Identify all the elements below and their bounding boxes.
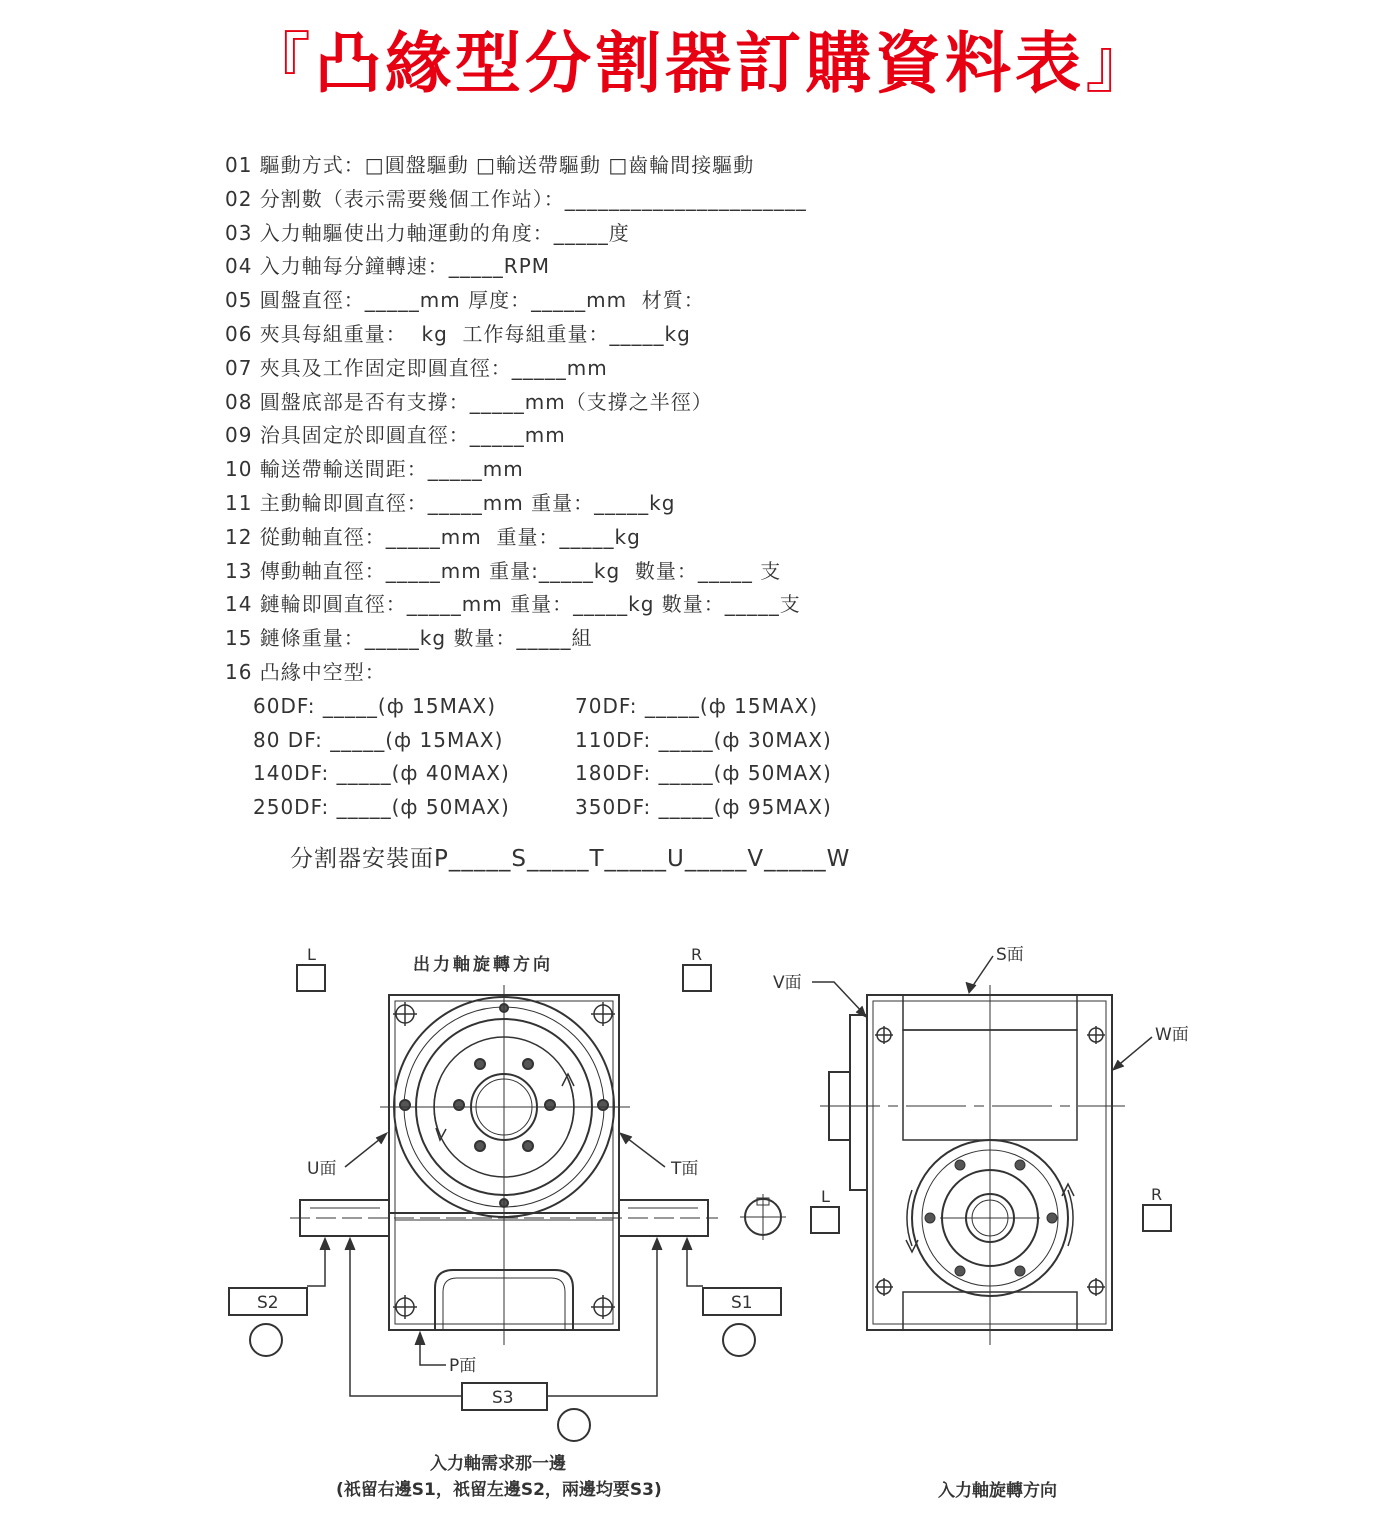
r-checkbox — [683, 965, 711, 991]
mounting-face-line: 分割器安裝面P_____S_____T_____U_____V_____W — [290, 846, 851, 872]
s1-checkbox — [723, 1324, 755, 1356]
caption-1: 入力軸需求那一邊 — [430, 1454, 566, 1474]
title-text: 凸緣型分割器訂購資料表 — [315, 25, 1085, 102]
form-item-14: 14 鏈輪即圓直徑：_____mm 重量：_____kg 數量：_____支 — [225, 592, 801, 617]
shaft-end-symbol — [740, 1194, 786, 1240]
form-item-04: 04 入力軸每分鐘轉速：_____RPM — [225, 254, 551, 279]
t-face-label: T面 — [671, 1159, 699, 1179]
v-face-label: V面 — [773, 973, 802, 993]
hollow-type: 70DF: _____(ф 15MAX) — [575, 693, 819, 718]
form-item-05: 05 圓盤直徑：_____mm 厚度：_____mm 材質： — [225, 288, 705, 313]
r-label: R — [691, 945, 703, 964]
form-item-08: 08 圓盤底部是否有支撐：_____mm（支撐之半徑） — [225, 389, 713, 414]
l-label: L — [307, 945, 316, 964]
input-rotation-caption: 入力軸旋轉方向 — [938, 1481, 1057, 1501]
form-item-06: 06 夾具每組重量： kg 工作每組重量：_____kg — [225, 321, 691, 346]
form-item-16: 16 凸緣中空型： — [225, 659, 386, 684]
side-l-checkbox — [811, 1207, 839, 1233]
s-face-label: S面 — [996, 945, 1024, 965]
side-view-diagram — [773, 945, 1189, 1501]
form-item-11: 11 主動輪即圓直徑：_____mm 重量：_____kg — [225, 490, 676, 515]
hollow-type: 80 DF: _____(ф 15MAX) — [253, 727, 504, 752]
s1-label: S1 — [731, 1293, 753, 1313]
form-item-01: 01 驅動方式：□圓盤驅動 □輸送帶驅動 □齒輪間接驅動 — [225, 153, 755, 177]
form-item-02: 02 分割數（表示需要幾個工作站）：______________________ — [225, 186, 807, 211]
form-item-09: 09 治具固定於即圓直徑：_____mm — [225, 423, 566, 448]
hollow-type: 60DF: _____(ф 15MAX) — [253, 693, 497, 718]
hollow-type: 250DF: _____(ф 50MAX) — [253, 795, 510, 820]
s2-label: S2 — [257, 1293, 279, 1313]
form-item-10: 10 輸送帶輸送間距：_____mm — [225, 457, 524, 482]
l-checkbox — [297, 965, 325, 991]
form-item-03: 03 入力軸驅使出力軸運動的角度：_____度 — [225, 220, 630, 245]
s3-label: S3 — [492, 1388, 514, 1408]
title-left-bracket: 『 — [245, 25, 315, 102]
w-face-label: W面 — [1155, 1025, 1189, 1045]
front-view-diagram — [229, 945, 781, 1500]
form-item-15: 15 鏈條重量：_____kg 數量：_____組 — [225, 626, 593, 651]
side-r-checkbox — [1143, 1205, 1171, 1231]
u-face-label: U面 — [307, 1159, 337, 1179]
hollow-type: 110DF: _____(ф 30MAX) — [575, 727, 832, 752]
hollow-type: 350DF: _____(ф 95MAX) — [575, 795, 832, 820]
p-face-label: P面 — [449, 1356, 477, 1376]
caption-2: (祇留右邊S1，祇留左邊S2，兩邊均要S3) — [336, 1480, 662, 1500]
side-l-label: L — [821, 1187, 830, 1206]
output-direction-label: 出力軸旋轉方向 — [413, 955, 553, 975]
side-r-label: R — [1151, 1185, 1163, 1204]
s2-checkbox — [250, 1324, 282, 1356]
title-right-bracket: 』 — [1085, 25, 1155, 102]
s3-checkbox — [558, 1409, 590, 1441]
form-item-13: 13 傳動軸直徑：_____mm 重量:_____kg 數量：_____ 支 — [225, 558, 782, 583]
hollow-type: 180DF: _____(ф 50MAX) — [575, 761, 832, 786]
hollow-type: 140DF: _____(ф 40MAX) — [253, 761, 510, 786]
form-item-07: 07 夾具及工作固定即圓直徑：_____mm — [225, 355, 608, 380]
form-item-12: 12 從動軸直徑：_____mm 重量：_____kg — [225, 524, 641, 549]
